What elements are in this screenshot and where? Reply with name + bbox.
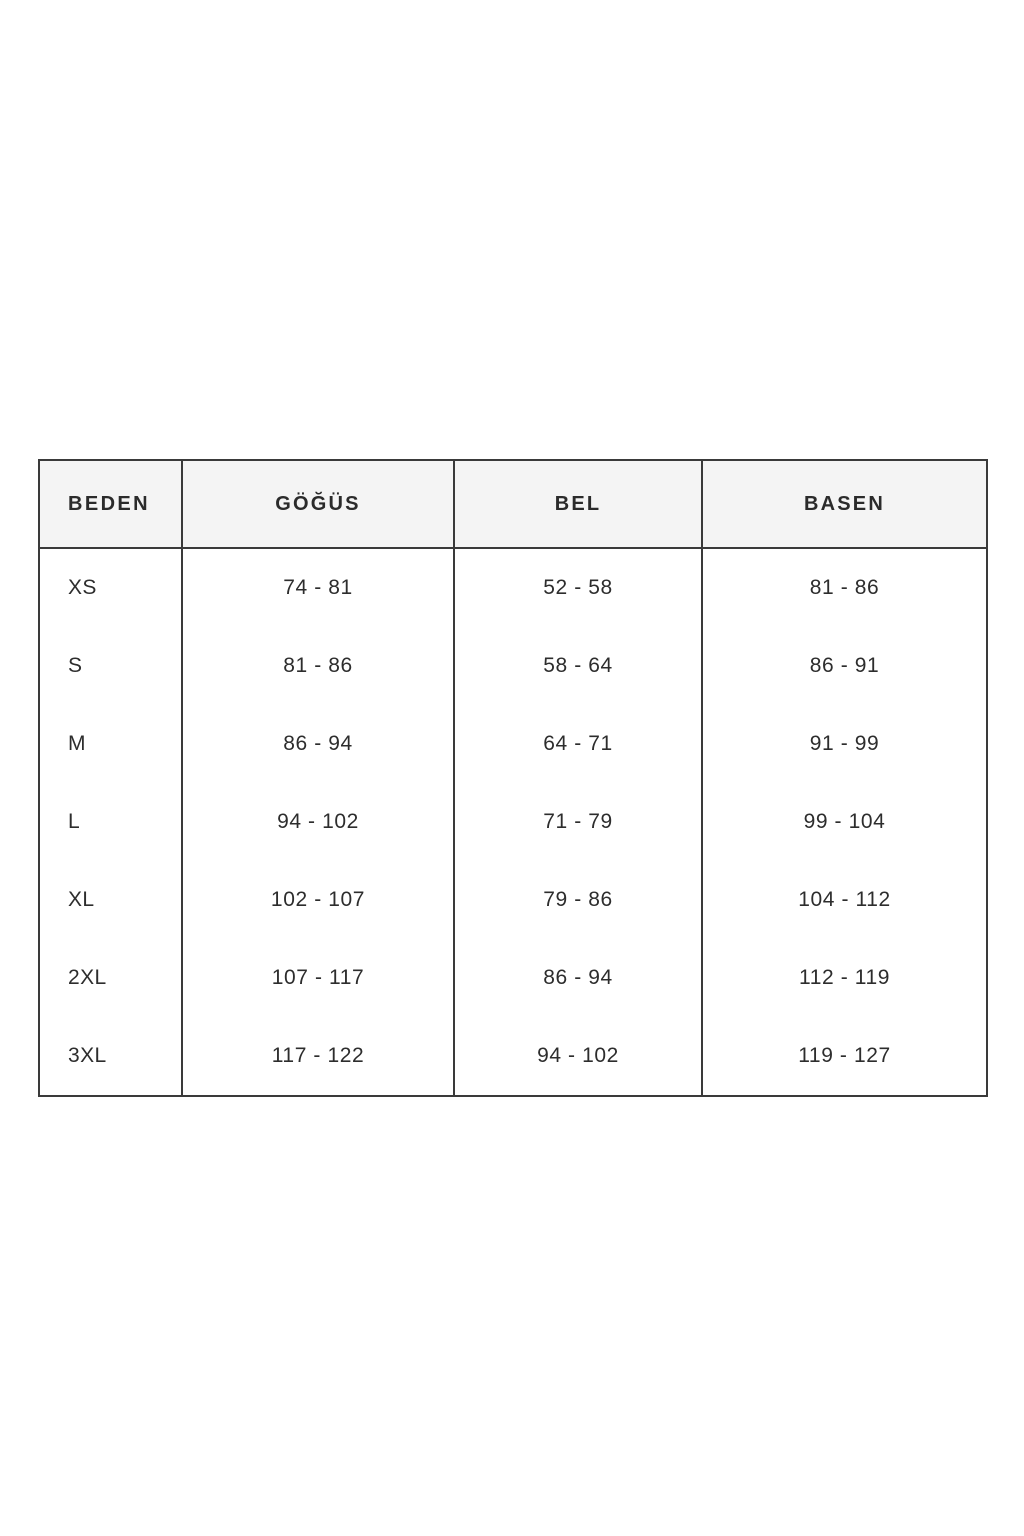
cell-waist: 86 - 94 [454,939,702,1017]
cell-size: 2XL [39,939,182,1017]
table-row [39,1017,987,1096]
cell-chest: 102 - 107 [182,861,454,939]
cell-waist: 64 - 71 [454,705,702,783]
column-header-gogus: GÖĞÜS [182,460,454,548]
table-row [39,861,987,939]
table-row [39,548,987,627]
cell-hip: 119 - 127 [702,1017,987,1096]
cell-size: XL [39,861,182,939]
cell-hip: 104 - 112 [702,861,987,939]
cell-chest: 74 - 81 [182,548,454,627]
cell-hip: 91 - 99 [702,705,987,783]
table-body [39,548,987,1096]
cell-hip: 86 - 91 [702,627,987,705]
cell-waist: 52 - 58 [454,548,702,627]
cell-size: 3XL [39,1017,182,1096]
cell-hip: 81 - 86 [702,548,987,627]
cell-size: S [39,627,182,705]
cell-waist: 79 - 86 [454,861,702,939]
size-chart-table [38,459,988,1097]
cell-size: M [39,705,182,783]
table-row [39,705,987,783]
size-chart-container [38,459,986,1097]
cell-size: XS [39,548,182,627]
cell-chest: 107 - 117 [182,939,454,1017]
column-header-basen: BASEN [702,460,987,548]
cell-size: L [39,783,182,861]
cell-hip: 112 - 119 [702,939,987,1017]
cell-chest: 81 - 86 [182,627,454,705]
table-row [39,939,987,1017]
cell-hip: 99 - 104 [702,783,987,861]
table-header [39,460,987,548]
cell-chest: 117 - 122 [182,1017,454,1096]
table-header-row [39,460,987,548]
cell-chest: 94 - 102 [182,783,454,861]
table-row [39,627,987,705]
column-header-bel: BEL [454,460,702,548]
cell-waist: 71 - 79 [454,783,702,861]
cell-waist: 94 - 102 [454,1017,702,1096]
cell-chest: 86 - 94 [182,705,454,783]
table-row [39,783,987,861]
column-header-beden: BEDEN [39,460,182,548]
cell-waist: 58 - 64 [454,627,702,705]
